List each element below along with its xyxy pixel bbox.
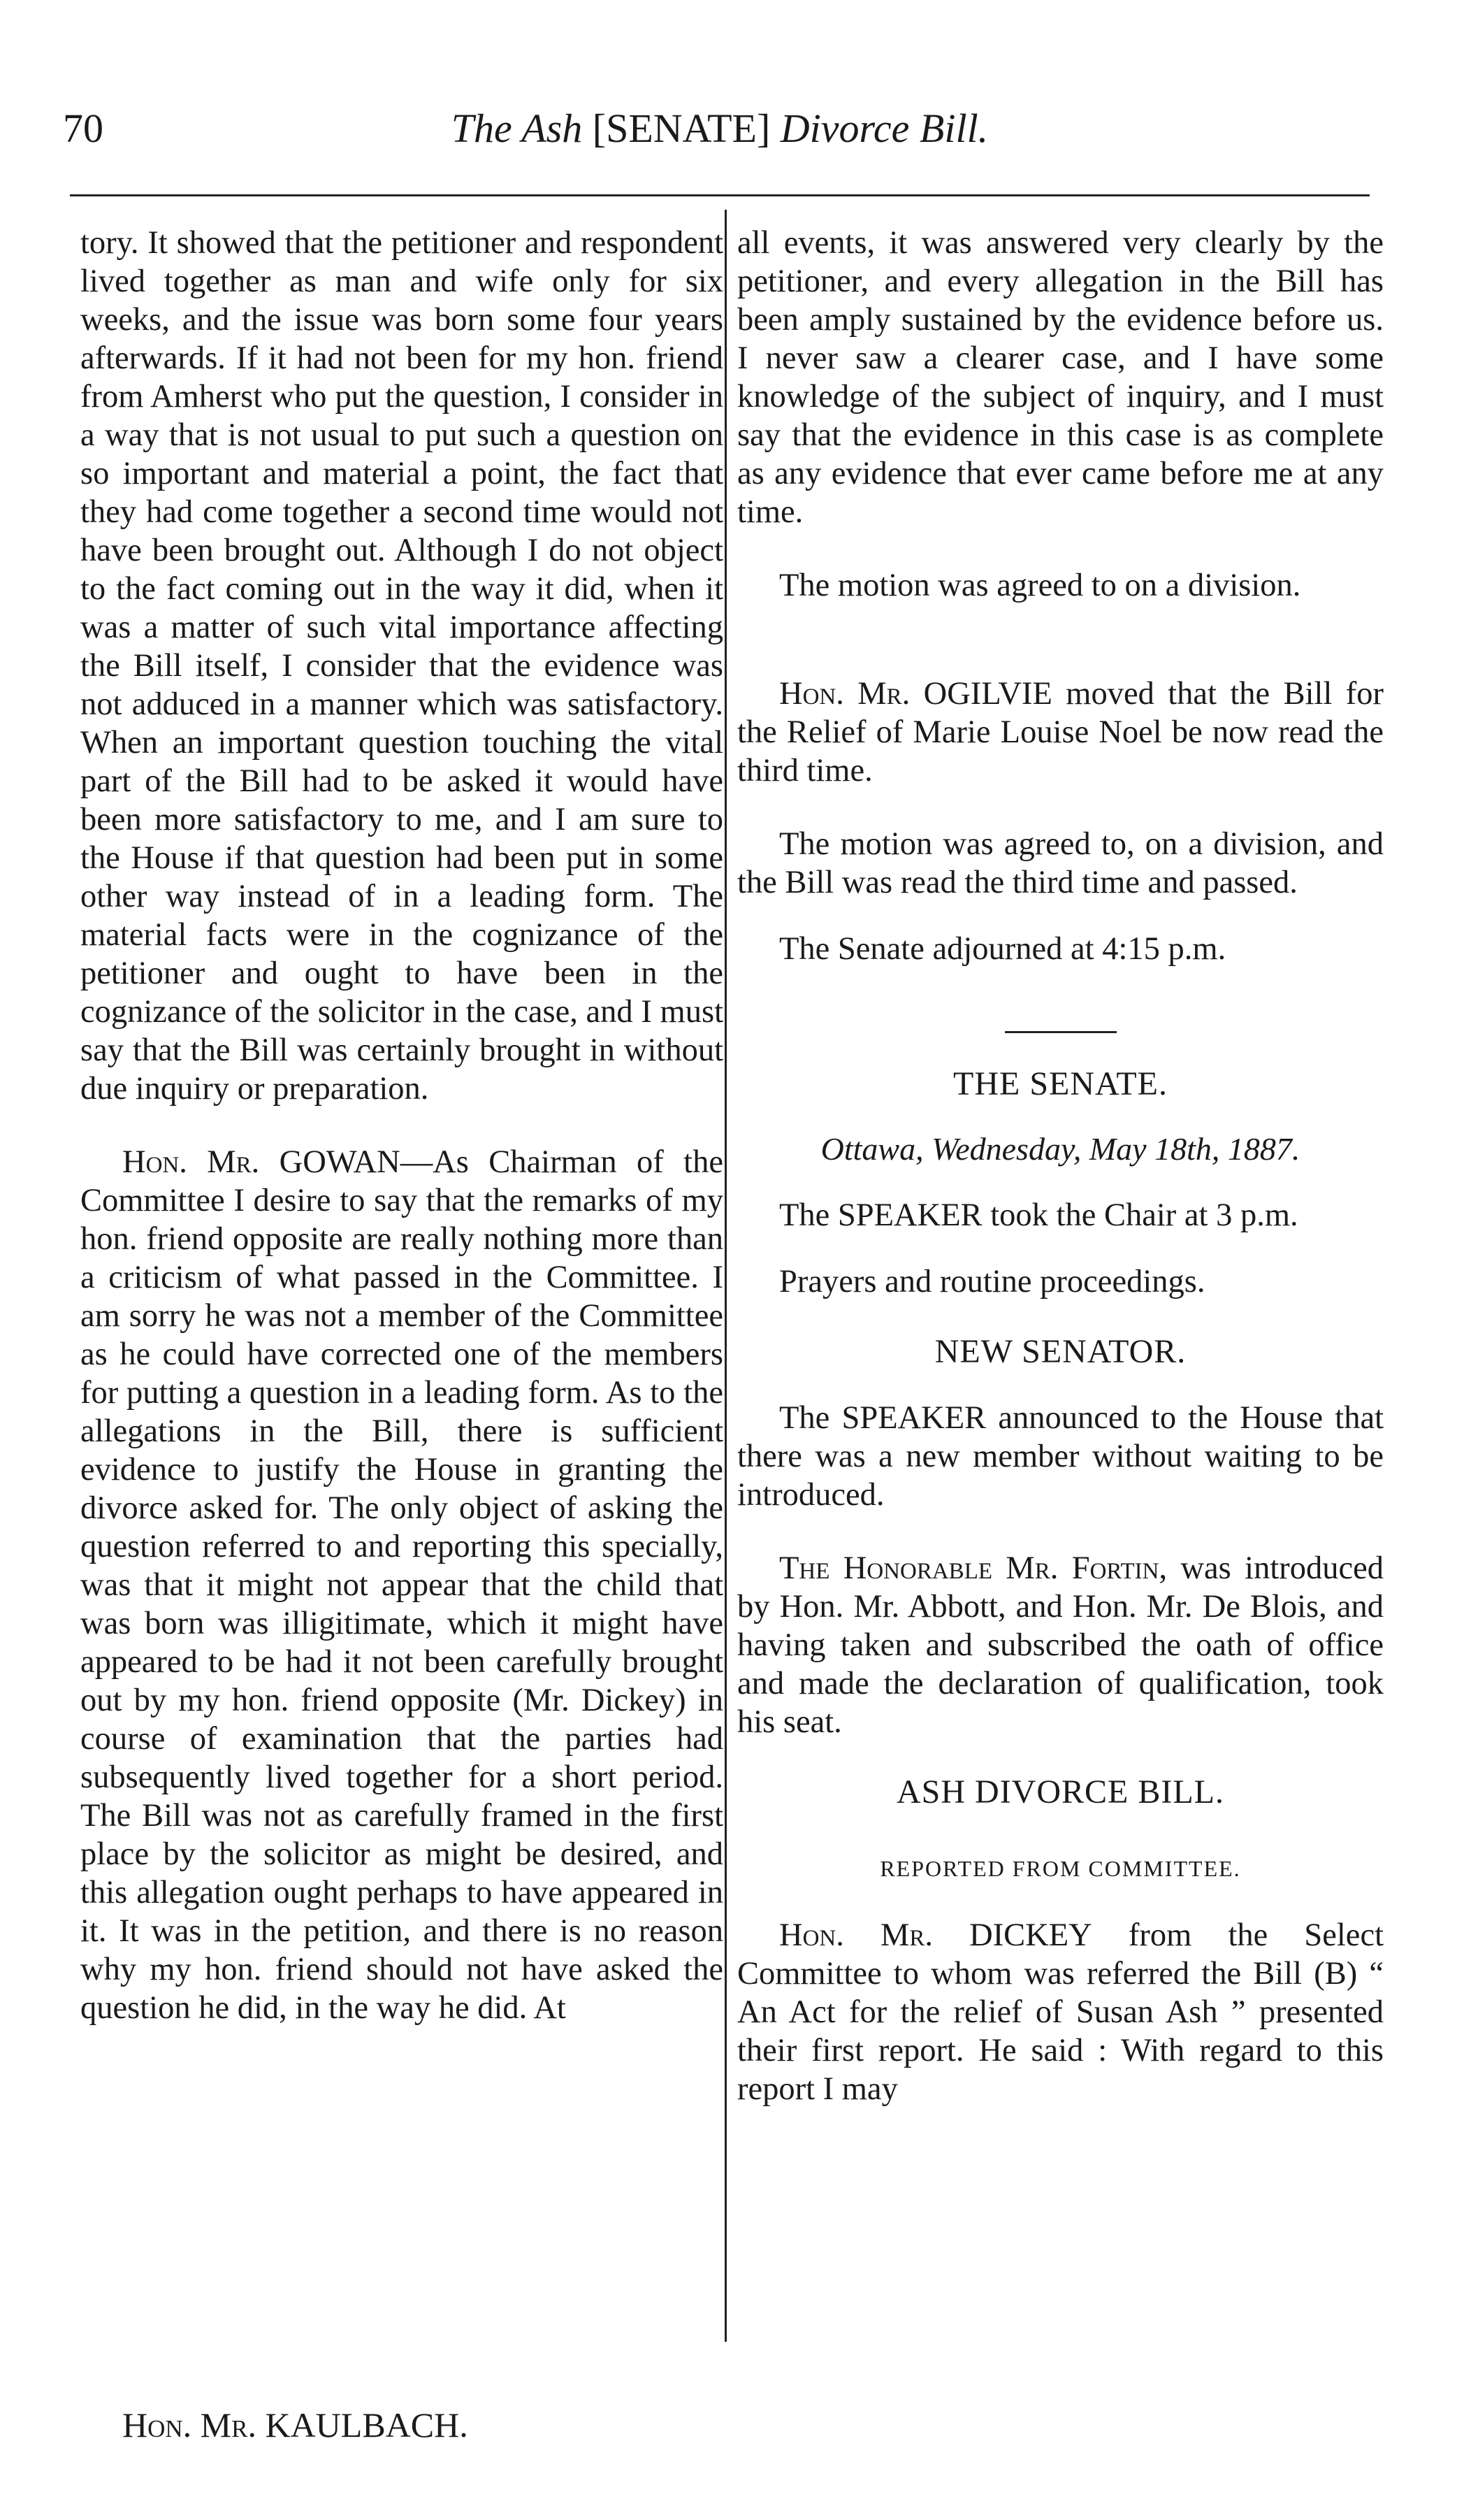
gowan-speech bbox=[80, 1143, 723, 2027]
header-rule bbox=[70, 194, 1370, 196]
running-title-pre: The Ash bbox=[451, 106, 583, 151]
senate-heading: THE SENATE. bbox=[953, 1065, 1168, 1102]
running-title bbox=[63, 105, 1377, 152]
right-paragraph-continued: all events, it was answered very clearly by the petitioner, and every allegation in the Bill has been amply sustained by the evidence before us. I never saw a clearer case, and I have some knowledge of the subject of inquiry, and I must say that the evidence in this case is as complete as any evidence that ever came before me at any time. bbox=[737, 225, 1384, 530]
ogilvie-motion bbox=[737, 675, 1384, 790]
gowan-text: —As Chairman of the Committee I desire to say that the remarks of my hon. friend opposite are really nothing more than a criticism of what passed in the Committee. I am sorry he was not a member of the Committee as he could have corrected one of the members for putting a question in a leading form. As to the allegations in the Bill, there is sufficient evidence to justify the House in granting the divorce asked for. The only object of asking the question referred to and reporting this specially, was that it might not appear that the child that was born was illigitimate, which it might have appeared to be had it not been carefully brought out by my hon. friend opposite (Mr. Dickey) in course of examination that the parties had subsequently lived together for a short period. The Bill was not as carefully framed in the first place by the solicitor as might be desired, and this allegation ought perhaps to have appeared in it. It was in the petition, and there is no reason why my hon. friend should not have asked the question he did, in the way he did. At bbox=[80, 1144, 723, 2026]
new-senator-heading: NEW SENATOR. bbox=[934, 1333, 1187, 1370]
page-number: 70 bbox=[63, 106, 103, 151]
left-paragraph-continued: tory. It showed that the petitioner and respondent lived together as man and wife only for six weeks, and the issue was born some four years afterwards. If it had not been for my hon. friend from Amherst who put the question, I consider in a way that is not usual to put such a question on so important and material a point, the fact that they had come together a second time would not have been brought out. Although I do not object to the fact coming out in the way it did, when it was a matter of such vital importance affecting the Bill itself, I consider that the evidence was not adduced in a manner which was satisfactory. When an important question touching the vital part of the Bill had to be asked it would have been more satisfactory to me, and I am sure to the House if that question had been put in some other way instead of in a leading form. The material facts were in the cognizance of the petitioner and ought to have been in the cognizance of the solicitor in the case, and I must say that the Bill was certainly brought in without due inquiry or preparation. bbox=[80, 225, 723, 1107]
adjournment: The Senate adjourned at 4:15 p.m. bbox=[779, 931, 1226, 967]
ash-divorce-heading: ASH DIVORCE BILL. bbox=[897, 1773, 1224, 1810]
next-page-speaker: Hon. Mr. KAULBACH. bbox=[122, 2405, 468, 2445]
page-header bbox=[63, 98, 1377, 161]
new-member-announcement: The SPEAKER announced to the House that there was a new member without waiting to be introduced. bbox=[737, 1400, 1384, 1513]
dickey-text: from the Select Committee to whom was referred the Bill (B) “ An Act for the relief of Susan Ash ” presented their first report. He said : With regard to this report I may bbox=[737, 1917, 1384, 2107]
prayers: Prayers and routine proceedings. bbox=[779, 1264, 1205, 1299]
running-title-post: Divorce Bill. bbox=[780, 106, 989, 151]
column-divider bbox=[725, 210, 727, 2342]
dickey-speaker: Hon. Mr. DICKEY bbox=[779, 1917, 1092, 1953]
right-column bbox=[737, 224, 1384, 2108]
motion-division: The motion was agreed to on a division. bbox=[779, 568, 1301, 603]
running-title-house: [SENATE] bbox=[592, 106, 771, 151]
dickey-report bbox=[737, 1916, 1384, 2108]
ogilvie-text: moved that the Bill for the Relief of Marie Louise Noel be now read the third time. bbox=[737, 676, 1384, 789]
fortin-introduction bbox=[737, 1549, 1384, 1741]
sitting-date: Ottawa, Wednesday, May 18th, 1887. bbox=[820, 1131, 1300, 1167]
ogilvie-speaker: Hon. Mr. OGILVIE bbox=[779, 676, 1052, 712]
left-column bbox=[80, 224, 723, 2027]
section-rule bbox=[1005, 1031, 1117, 1033]
speaker-took-chair: The SPEAKER took the Chair at 3 p.m. bbox=[779, 1197, 1298, 1233]
fortin-text: was introduced by Hon. Mr. Abbott, and Hon. Mr. De Blois, and having taken and subscribed the oath of office and made the declaration of qualification, took his seat. bbox=[737, 1550, 1384, 1740]
fortin-speaker: The Honorable Mr. Fortin, bbox=[779, 1550, 1168, 1586]
third-reading: The motion was agreed to, on a division, and the Bill was read the third time and passed. bbox=[737, 826, 1384, 900]
reported-subheading: REPORTED FROM COMMITTEE. bbox=[880, 1856, 1241, 1881]
gowan-speaker: Hon. Mr. GOWAN bbox=[122, 1144, 400, 1180]
